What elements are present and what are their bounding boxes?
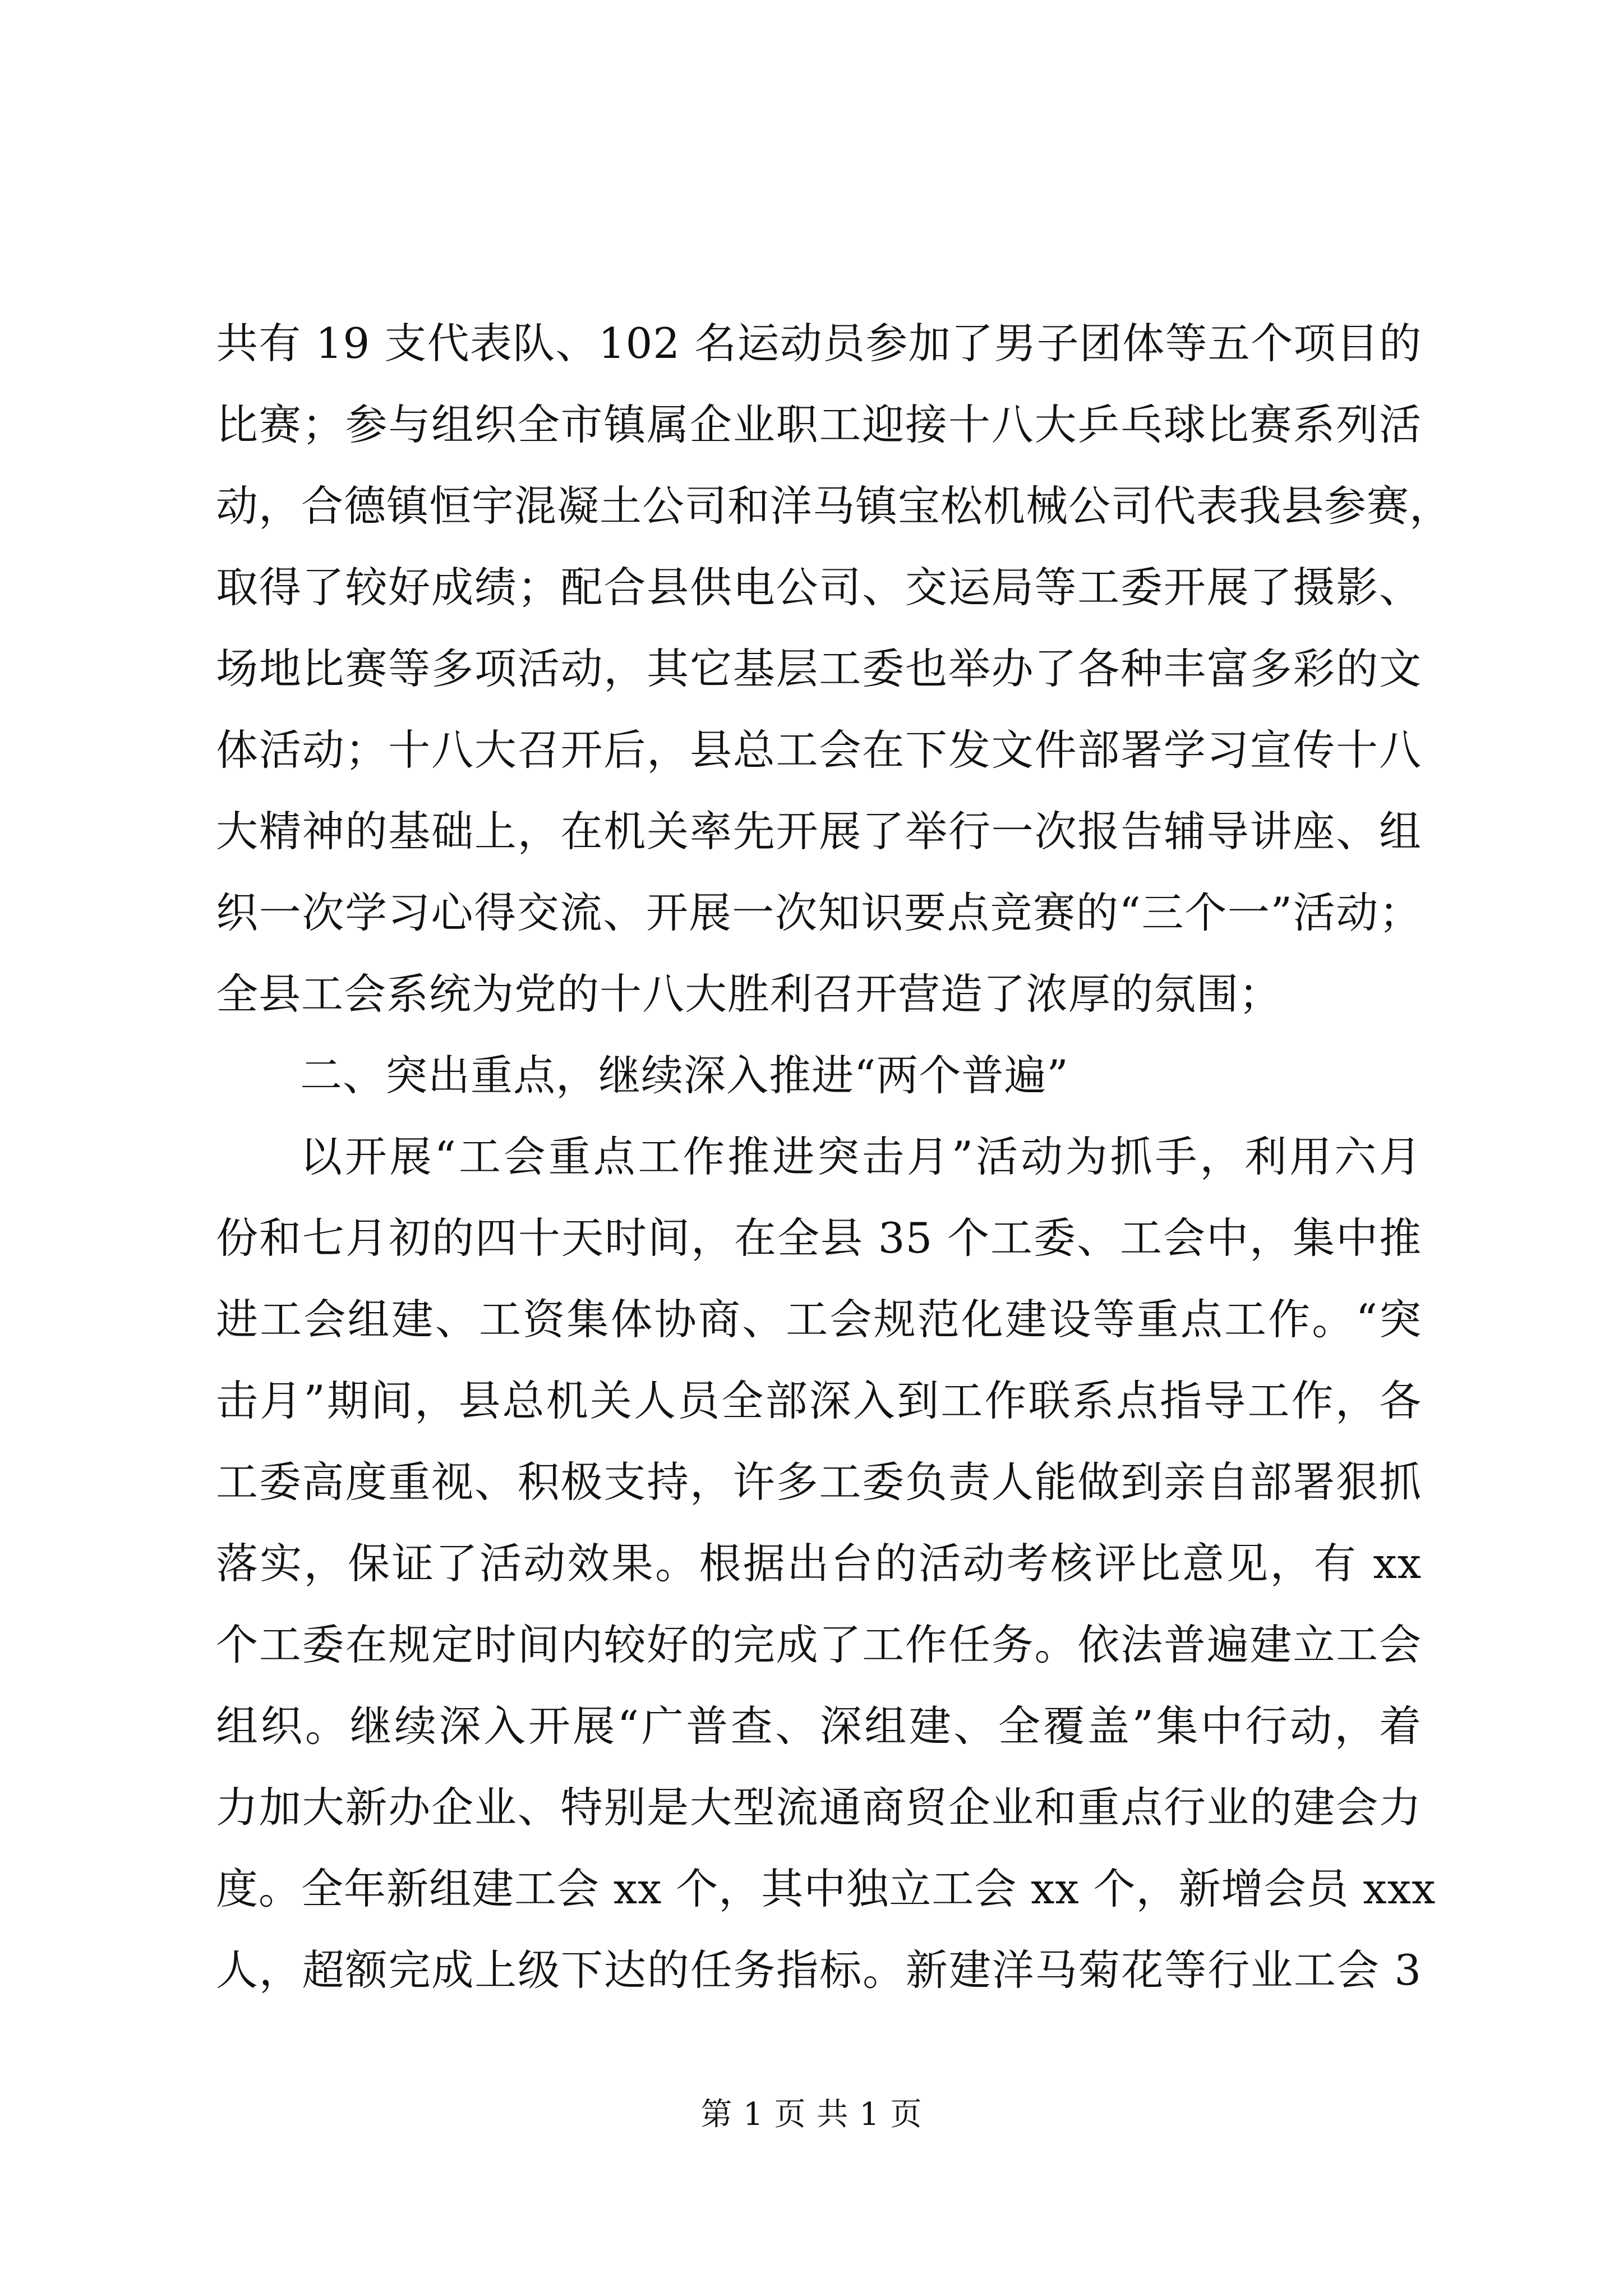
text-line: 落实，保证了活动效果。根据出台的活动考核评比意见，有 xx <box>216 1539 1422 1588</box>
body-text <box>216 303 1453 2011</box>
text-line: 度。全年新组建工会 xx 个，其中独立工会 xx 个，新增会员 xxx <box>216 1864 1436 1913</box>
text-line: 场地比赛等多项活动，其它基层工委也举办了各种丰富多彩的文 <box>216 644 1422 693</box>
text-line: 比赛；参与组织全市镇属企业职工迎接十八大乒乓球比赛系列活 <box>216 400 1422 449</box>
text-line: 共有 19 支代表队、102 名运动员参加了男子团体等五个项目的 <box>216 319 1422 368</box>
section-heading: 二、突出重点，继续深入推进“两个普遍” <box>300 1051 1069 1100</box>
text-line: 个工委在规定时间内较好的完成了工作任务。依法普遍建立工会 <box>216 1620 1422 1669</box>
text-line: 份和七月初的四十天时间，在全县 35 个工委、工会中，集中推 <box>216 1213 1422 1263</box>
text-line: 体活动；十八大召开后，县总工会在下发文件部署学习宣传十八 <box>216 725 1422 775</box>
text-line: 工委高度重视、积极支持，许多工委负责人能做到亲自部署狠抓 <box>216 1457 1422 1507</box>
text-line: 组织。继续深入开展“广普查、深组建、全覆盖”集中行动，着 <box>216 1701 1422 1751</box>
text-line: 全县工会系统为党的十八大胜利召开营造了浓厚的氛围； <box>216 969 1282 1019</box>
text-line: 大精神的基础上，在机关率先开展了举行一次报告辅导讲座、组 <box>216 807 1422 856</box>
text-line: 击月”期间，县总机关人员全部深入到工作联系点指导工作，各 <box>216 1376 1422 1425</box>
page-footer: 第 1 页 共 1 页 <box>700 2096 923 2133</box>
text-line: 人，超额完成上级下达的任务指标。新建洋马菊花等行业工会 3 <box>216 1945 1422 1995</box>
text-line: 力加大新办企业、特别是大型流通商贸企业和重点行业的建会力 <box>216 1783 1422 1832</box>
text-line: 进工会组建、工资集体协商、工会规范化建设等重点工作。“突 <box>216 1295 1422 1344</box>
text-line: 以开展“工会重点工作推进突击月”活动为抓手，利用六月 <box>300 1132 1422 1181</box>
text-line: 取得了较好成绩；配合县供电公司、交运局等工委开展了摄影、 <box>216 563 1422 612</box>
text-line: 织一次学习心得交流、开展一次知识要点竞赛的“三个一”活动； <box>216 888 1422 937</box>
text-line: 动，合德镇恒宇混凝土公司和洋马镇宝松机械公司代表我县参赛， <box>216 481 1453 531</box>
